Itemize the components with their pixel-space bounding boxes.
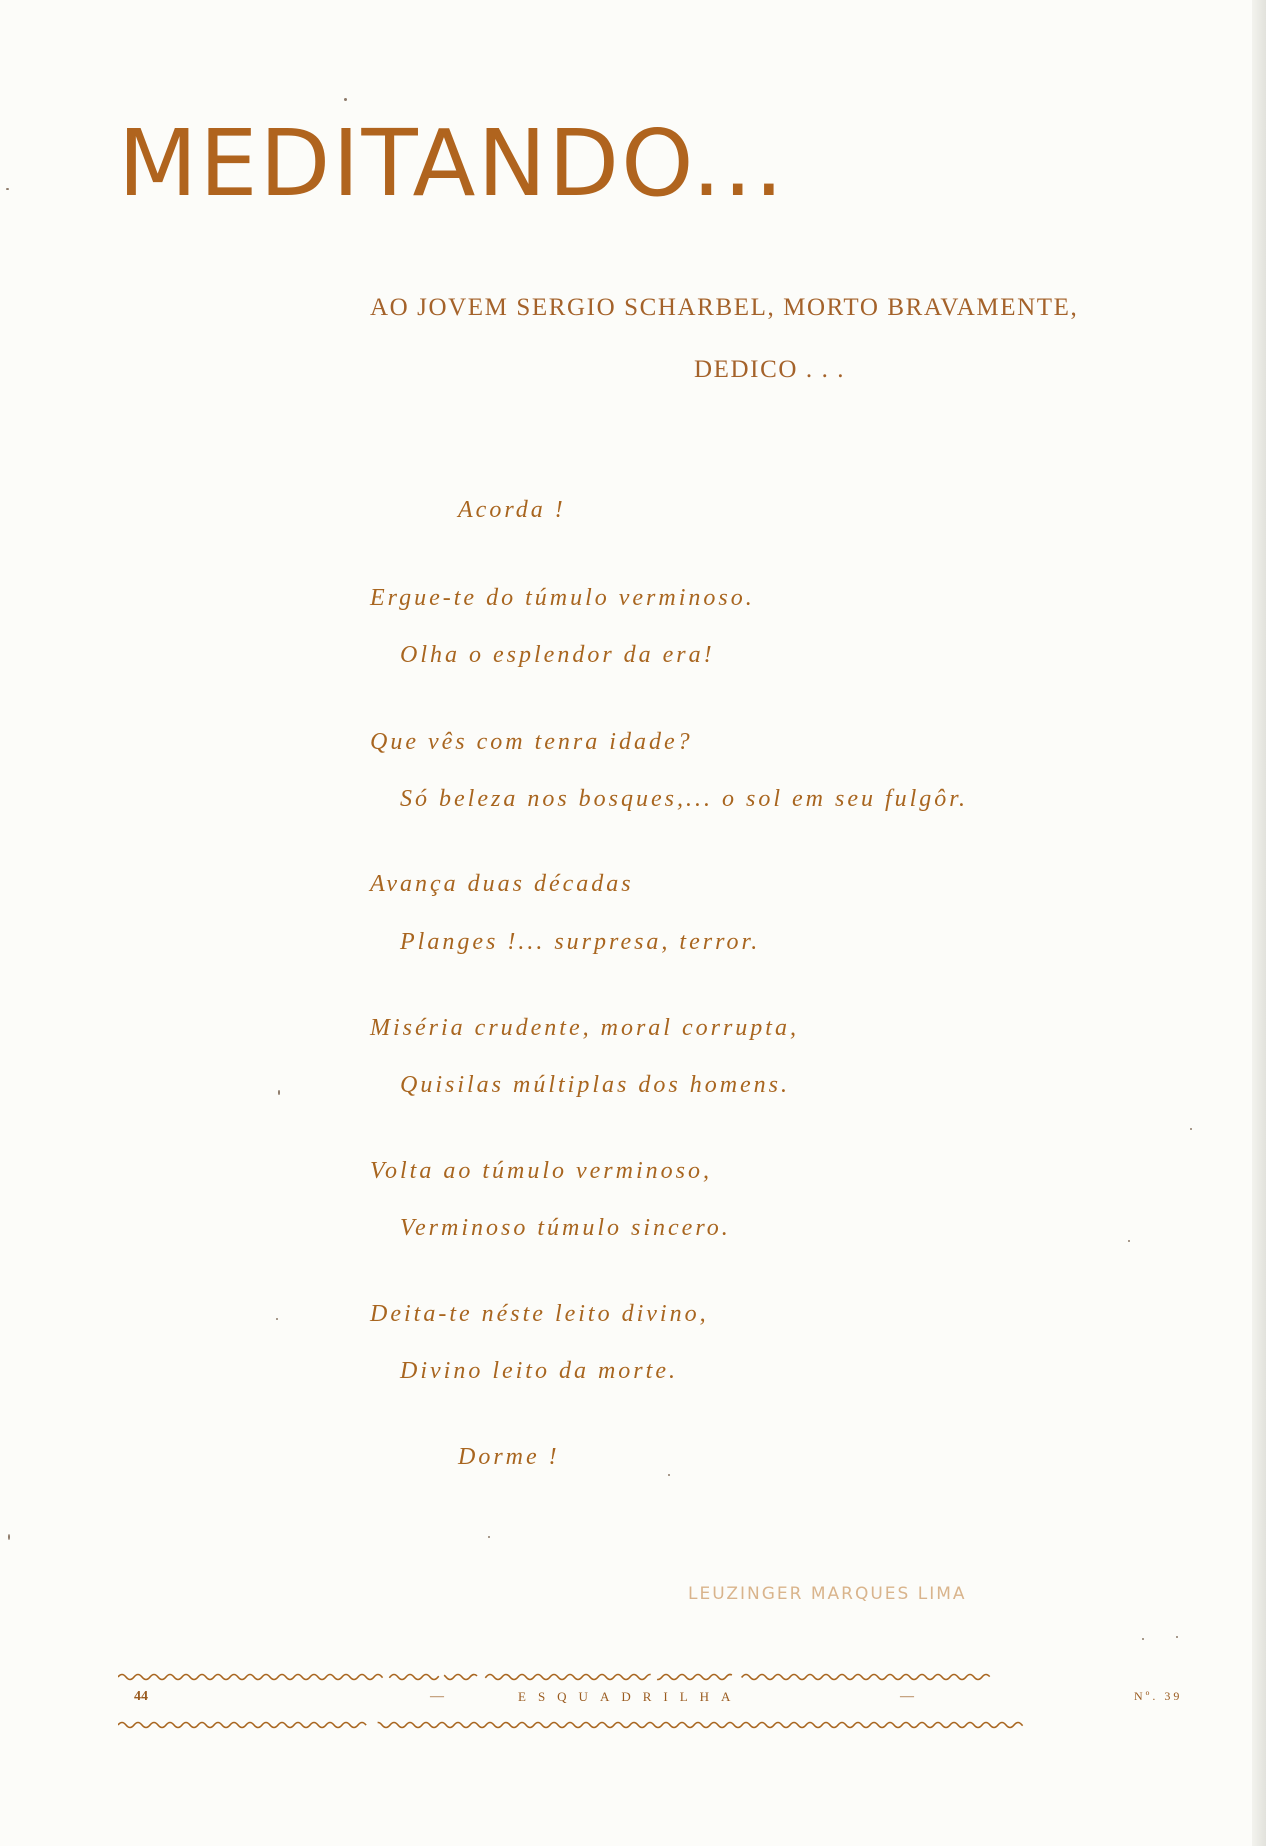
footer-dash: — bbox=[900, 1689, 914, 1704]
poem-line: Verminoso túmulo sincero. bbox=[400, 1215, 731, 1241]
footer-page-number: 44 bbox=[134, 1689, 148, 1704]
poem-line: Quisilas múltiplas dos homens. bbox=[400, 1072, 791, 1098]
poem-line: Miséria crudente, moral corrupta, bbox=[370, 1015, 799, 1041]
footer-rule-bottom bbox=[118, 1718, 1218, 1732]
dedication-signoff: DEDICO . . . bbox=[694, 356, 846, 383]
page-edge bbox=[1252, 0, 1266, 1846]
poem-line: Volta ao túmulo verminoso, bbox=[370, 1158, 712, 1184]
paper-speck bbox=[1176, 1636, 1178, 1638]
poem-line: Deita-te néste leito divino, bbox=[370, 1301, 709, 1327]
poem-line: Dorme ! bbox=[458, 1444, 560, 1470]
poem-line: Divino leito da morte. bbox=[400, 1358, 678, 1384]
footer-issue-number: Nº. 39 bbox=[1134, 1689, 1183, 1703]
paper-speck bbox=[488, 1536, 490, 1538]
poem-line: Avança duas décadas bbox=[370, 871, 634, 897]
footer-magazine-name: ESQUADRILHA bbox=[518, 1689, 743, 1704]
poem-line: Planges !... surpresa, terror. bbox=[400, 929, 761, 955]
poem-line: Acorda ! bbox=[458, 497, 566, 523]
dedication-line: AO JOVEM SERGIO SCHARBEL, MORTO BRAVAMENTE, bbox=[370, 294, 1079, 321]
paper-speck bbox=[276, 1318, 278, 1320]
author-signature: LEUZINGER MARQUES LIMA bbox=[688, 1584, 967, 1604]
paper-speck bbox=[1142, 1638, 1144, 1640]
paper-speck bbox=[668, 1474, 670, 1476]
footer-rule-top bbox=[118, 1670, 1218, 1684]
paper-speck bbox=[1190, 1128, 1192, 1130]
page-title: MEDITANDO... bbox=[118, 110, 786, 217]
poem-line: Ergue-te do túmulo verminoso. bbox=[370, 585, 755, 611]
paper-speck bbox=[1128, 1240, 1130, 1242]
paper-speck bbox=[344, 98, 347, 101]
poem-line: Olha o esplendor da era! bbox=[400, 642, 715, 668]
paper-speck bbox=[278, 1090, 280, 1095]
paper-speck bbox=[6, 188, 9, 190]
footer-dash: — bbox=[430, 1689, 444, 1704]
poem-line: Que vês com tenra idade? bbox=[370, 729, 693, 755]
poem-line: Só beleza nos bosques,... o sol em seu fulgôr. bbox=[400, 786, 968, 812]
paper-speck bbox=[8, 1534, 10, 1540]
